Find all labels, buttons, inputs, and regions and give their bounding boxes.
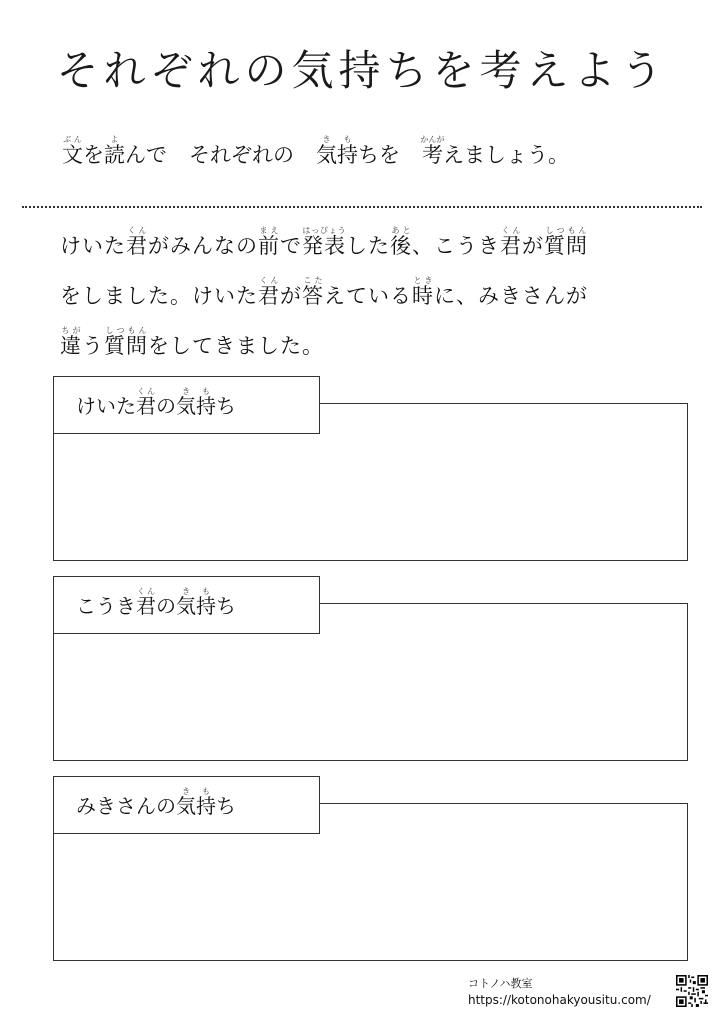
footer xyxy=(468,976,651,1008)
footer-brand: コトノハ教室 xyxy=(468,977,533,990)
label-keita-feelings: けいた君くんの気持きもち xyxy=(53,376,320,434)
story-line-1: けいた君くんがみんなの前まえで発表はっぴょうした後あと、こうき君くんが質問しつもん xyxy=(60,226,588,258)
qr-code-icon xyxy=(676,975,708,1007)
label-miki-feelings: みきさんの気持きもち xyxy=(53,776,320,834)
story-line-3: 違ちがう質問しつもんをしてきました。 xyxy=(60,326,324,358)
page-title: それぞれの気持ちを考えよう xyxy=(56,46,668,95)
label-kouki-feelings: こうき君くんの気持きもち xyxy=(53,576,320,634)
instruction-text: 文ぶんを読よんで それぞれの 気持きもちを 考かんがえましょう。 xyxy=(62,135,569,167)
story-text xyxy=(60,221,700,371)
story-line-2: をしました。けいた君くんが答こたえている時ときに、みきさんが xyxy=(60,276,588,308)
footer-url[interactable]: https://kotonohakyousitu.com/ xyxy=(468,993,651,1007)
dotted-divider xyxy=(22,206,702,208)
